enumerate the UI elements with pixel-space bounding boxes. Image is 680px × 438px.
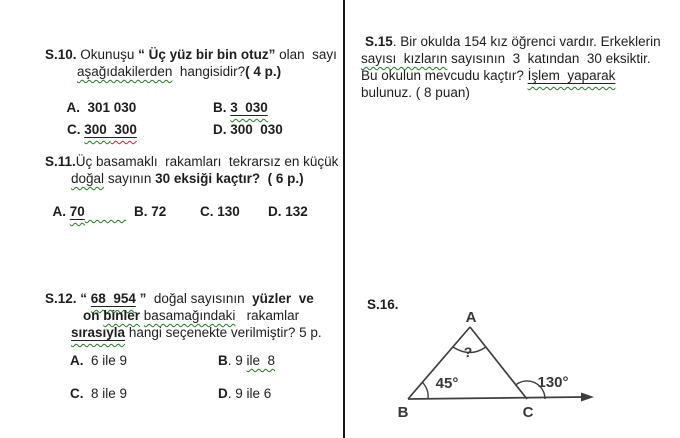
triangle-figure bbox=[375, 300, 625, 435]
misspelled-words: sayısı kızların bbox=[361, 51, 448, 66]
underlined-word: sırasıyla bbox=[71, 325, 126, 340]
vertex-c-label: C bbox=[522, 404, 534, 421]
question-15-line-1: S.15. Bir okulda 154 kız öğrenci vardır. Erkeklerin bbox=[365, 34, 661, 49]
edge-ac bbox=[470, 327, 527, 399]
question-15-line-4: bulunuz. ( 8 puan) bbox=[361, 85, 470, 100]
question-10-option-d: D. 300 030 bbox=[213, 122, 283, 137]
question-10-line-1: S.10. Okunuşu “ Üç yüz bir bin otuz” olan sayı bbox=[45, 47, 337, 62]
question-10-points: ( 4 p.) bbox=[245, 64, 282, 79]
underlined-words: İşlem yaparak bbox=[527, 68, 616, 83]
vertex-b-label: B bbox=[397, 404, 409, 421]
question-11-option-a: A. 70 bbox=[38, 189, 126, 234]
question-12-line-1: S.12. “ 68 954 ” doğal sayısının yüzler ve bbox=[45, 291, 314, 306]
question-11-option-d: D. 132 bbox=[268, 204, 308, 219]
question-11-line-1: S.11.Üç basamaklı rakamları tekrarsız en küçük bbox=[45, 154, 339, 169]
vertex-a-label: A bbox=[465, 309, 477, 326]
misspelled-word: basamağındaki bbox=[143, 308, 236, 323]
question-12-option-c: C. 8 ile 9 bbox=[70, 386, 128, 401]
question-11-number: S.11. bbox=[45, 154, 76, 169]
ray-arrowhead-icon bbox=[581, 393, 594, 402]
question-12-line-3: sırasıyla hangi seçenekte verilmiştir? 5 p. bbox=[71, 325, 322, 340]
underlined-answer: 300 300 bbox=[84, 122, 137, 137]
question-15-line-2: sayısı kızların sayısının 3 katından 30 eksiktir. bbox=[361, 51, 651, 66]
question-10-option-c: C. 300 300 bbox=[67, 122, 137, 137]
angle-arc-b bbox=[422, 382, 428, 399]
question-16-number: S.16. bbox=[367, 297, 399, 312]
question-11-option-b: B. 72 bbox=[134, 204, 167, 219]
question-10-number: S.10. bbox=[45, 47, 77, 62]
question-10-option-a: A. 301 030 bbox=[66, 100, 137, 115]
underlined-answer: 3 030 bbox=[230, 100, 268, 115]
question-12-line-2: on binler basamağındaki rakamlar bbox=[83, 308, 300, 323]
angle-a-question-mark: ? bbox=[463, 344, 473, 360]
base-ray bbox=[408, 397, 583, 399]
misspelled-word: aşağıdakilerden bbox=[77, 64, 173, 79]
angle-c-exterior-value: 130° bbox=[537, 374, 569, 391]
question-12-option-d: D. 9 ile 6 bbox=[218, 386, 272, 401]
question-11-option-c: C. 130 bbox=[200, 204, 240, 219]
column-divider-line bbox=[343, 0, 345, 438]
underlined-answer: 70 bbox=[69, 204, 85, 219]
question-10-option-b: B. 3 030 bbox=[213, 100, 268, 115]
question-15-line-3: Bu okulun mevcudu kaçtır? İşlem yaparak bbox=[361, 68, 616, 83]
question-12-option-a: A. 6 ile 9 bbox=[70, 353, 128, 368]
question-12-option-b: B. 9 ile 8 bbox=[218, 353, 276, 368]
misspelled-word: binler bbox=[103, 308, 141, 323]
misspelled-word: doğal bbox=[71, 171, 105, 186]
question-10-line-2: aşağıdakilerden hangisidir?( 4 p.) bbox=[77, 64, 282, 79]
question-12-number: S.12. “ bbox=[45, 291, 91, 306]
angle-b-value: 45° bbox=[435, 375, 459, 392]
underlined-number: 68 954 bbox=[90, 291, 136, 306]
question-15-number: S.15 bbox=[365, 34, 393, 49]
misspelled-word: ile 8 bbox=[246, 353, 276, 368]
question-11-line-2: doğal sayının 30 eksiği kaçtır? ( 6 p.) bbox=[71, 171, 304, 186]
